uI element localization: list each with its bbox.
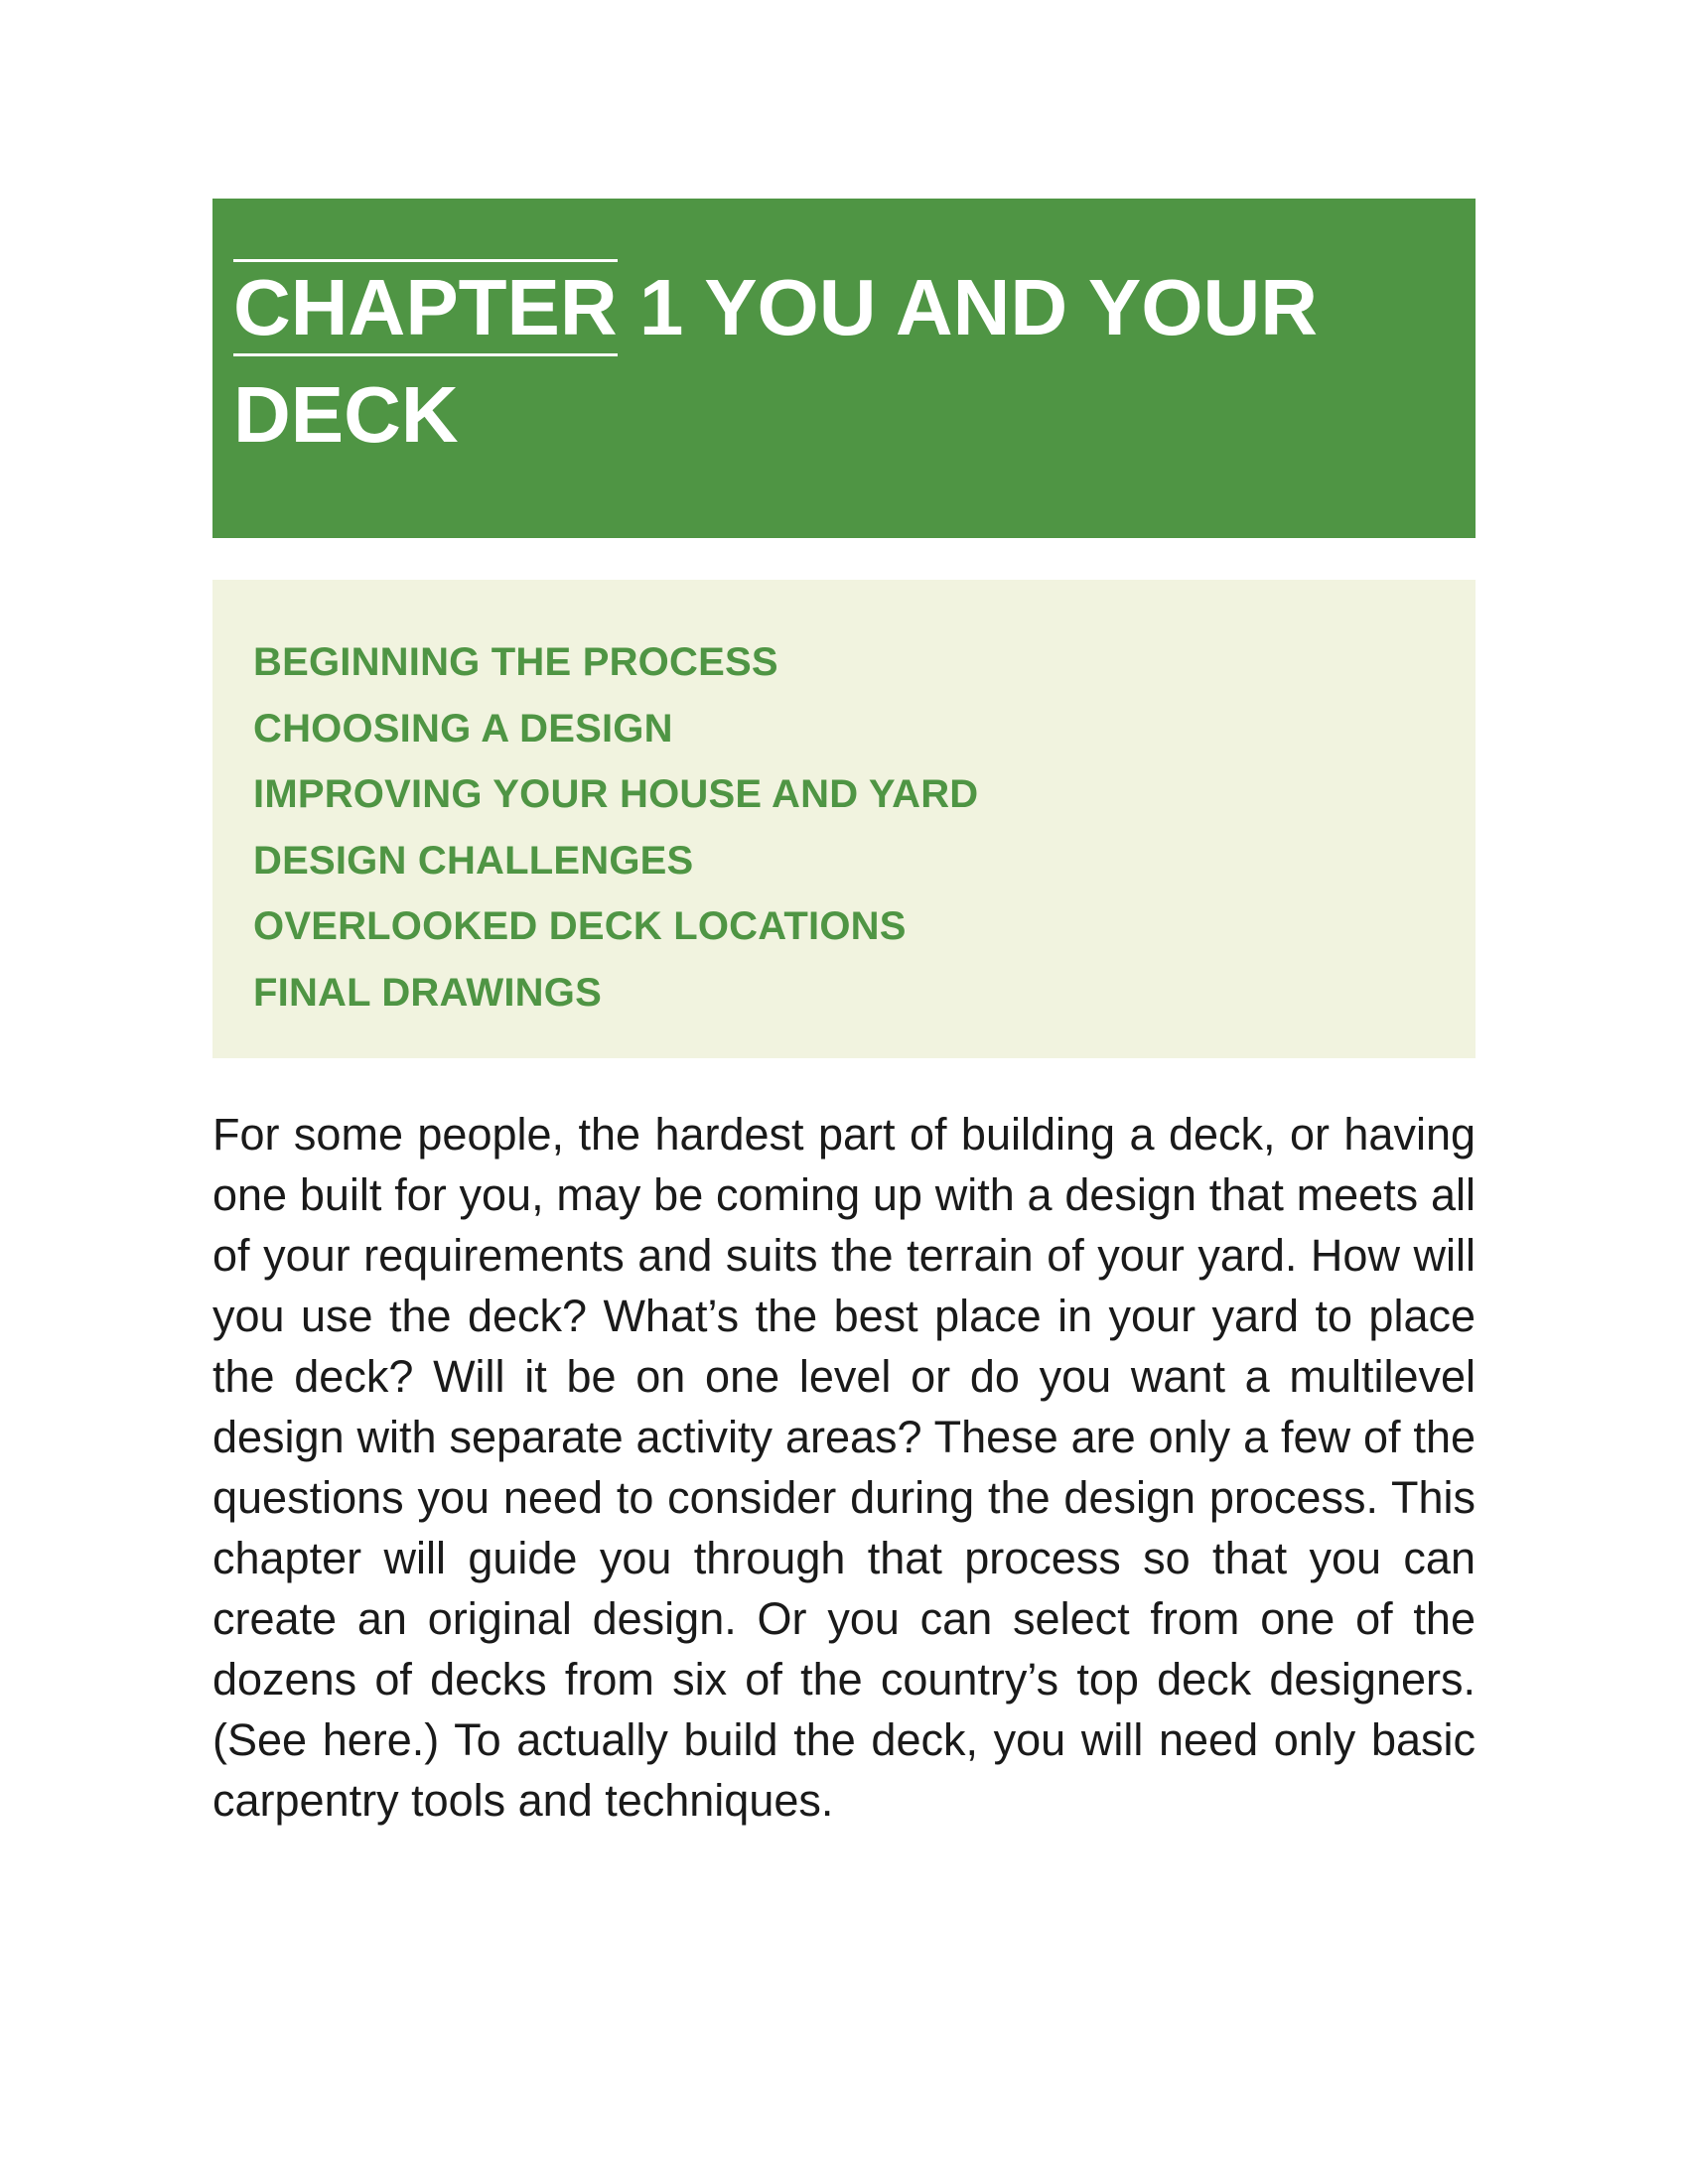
toc-item-beginning-the-process[interactable]: BEGINNING THE PROCESS xyxy=(253,640,778,684)
chapter-title xyxy=(233,254,1448,469)
chapter-contents-list xyxy=(253,629,1436,1026)
chapter-label[interactable]: CHAPTER xyxy=(233,259,618,356)
toc-item-improving-your-house-and-yard[interactable]: IMPROVING YOUR HOUSE AND YARD xyxy=(253,772,979,817)
chapter-header xyxy=(212,199,1476,538)
toc-item-overlooked-deck-locations[interactable]: OVERLOOKED DECK LOCATIONS xyxy=(253,904,907,949)
toc-item-design-challenges[interactable]: DESIGN CHALLENGES xyxy=(253,838,694,883)
toc-item-choosing-a-design[interactable]: CHOOSING A DESIGN xyxy=(253,706,673,751)
body-paragraph: For some people, the hardest part of building a deck, or having one built for you, may be coming up with a design that meets all of your requirements and suits the terrain of your yard. How will you use the deck? What’s the best place in your yard to place the deck? Will it be on one level or do you want a multilevel design with separate activity areas? These are only a few of the questions you need to consider during the design process. This chapter will guide you through that process so that you can create an original design. Or you can select from one of the dozens of decks from six of the country’s top deck designers. (See here.) To actually build the deck, you will need only basic carpentry tools and techniques. xyxy=(212,1109,1476,1826)
chapter-contents-box xyxy=(212,580,1476,1058)
chapter-title-text: 1 YOU AND YOUR DECK xyxy=(233,263,1319,459)
toc-item-final-drawings[interactable]: FINAL DRAWINGS xyxy=(253,970,602,1015)
